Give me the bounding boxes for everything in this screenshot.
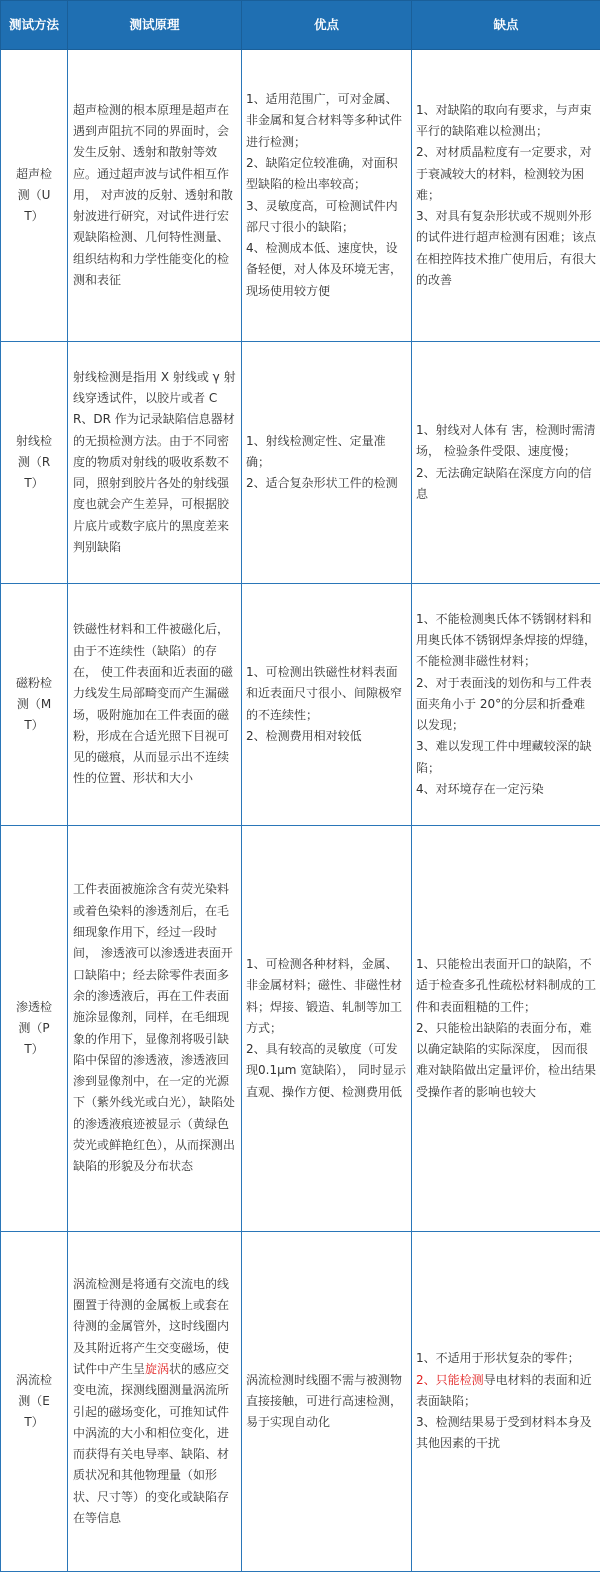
list-item: 1、只能检出表面开口的缺陷，不适于检查多孔性疏松材料制成的工件和表面粗糙的工件； [416, 956, 597, 1014]
principle-cell: 铁磁性材料和工件被磁化后， 由于不连续性（缺陷）的存在， 使工件表面和近表面的磁力线发生局部畸变而产生漏磁场，吸附施加在工件表面的磁粉，形成在合适光照下目视可见的磁痕，从而显示出不连续性的位置、形状和大小 [68, 584, 242, 826]
list-item: 2、适合复杂形状工件的检测 [246, 476, 398, 491]
list-item: 1、对缺陷的取向有要求，与声束平行的缺陷难以检测出； [416, 102, 592, 138]
method-cell: 渗透检测（PT） [1, 826, 68, 1232]
list-item: 1、不能检测奥氏体不锈钢材料和用奥氏体不锈钢焊条焊接的焊缝，不能检测非磁性材料； [416, 611, 597, 669]
list-item: 2、只能检出缺陷的表面分布，难以确定缺陷的实际深度， 因而很难对缺陷做出定量评价，检出结果受操作者的影响也较大 [416, 1020, 597, 1099]
pros-cell [242, 50, 412, 342]
header-pros: 优点 [242, 1, 412, 50]
pros-cell [242, 342, 412, 584]
table-row [1, 50, 600, 342]
header-row [1, 1, 600, 50]
list-item: 1、射线检测定性、定量准确； [246, 433, 386, 469]
header-cons: 缺点 [412, 1, 600, 50]
list-item: 2、缺陷定位较准确，对面积型缺陷的检出率较高； [246, 155, 398, 192]
principle-cell [68, 1232, 242, 1572]
method-cell: 涡流检测（ET） [1, 1232, 68, 1572]
principle-cell: 射线检测是指用 X 射线或 γ 射线穿透试件，以胶片或者 CR、DR 作为记录缺陷信息器材的无损检测方法。由于不同密度的物质对射线的吸收系数不同，照射到胶片各处的射线强度也就会产生差异，可根据胶片底片或数字底片的黑度差来判别缺陷 [68, 342, 242, 584]
principle-cell: 工件表面被施涂含有荧光染料或着色染料的渗透剂后，在毛细现象作用下，经过一段时间， 渗透液可以渗透进表面开口缺陷中；经去除零件表面多余的渗透液后，再在工件表面施涂显像剂，同样，在毛细现象的作用下，显像剂将吸引缺陷中保留的渗透液，渗透液回渗到显像剂中，在一定的光源下（紫外线光或白光），缺陷处的渗透液痕迹被显示（黄绿色荧光或鲜艳红色），从而探测出缺陷的形貌及分布状态 [68, 826, 242, 1232]
header-method: 测试方法 [1, 1, 68, 50]
highlight-text: 2、只能检测 [416, 1372, 484, 1387]
cons-cell [412, 50, 600, 342]
list-item: 3、灵敏度高，可检测试件内部尺寸很小的缺陷； [246, 198, 398, 234]
pros-cell [242, 584, 412, 826]
table-row [1, 342, 600, 584]
list-item: 1、射线对人体有 害，检测时需清场， 检验条件受限、速度慢； [416, 422, 596, 459]
list-item: 1、不适用于形状复杂的零件； [416, 1351, 580, 1366]
principle-text: 状的感应交变电流，探测线圈测量涡流所引起的磁场变化，可推知试件中涡流的大小和相位变化，进而获得有关电导率、缺陷、材质状况和其他物理量（如形状、尺寸等）的变化或缺陷存在等信息 [73, 1361, 230, 1525]
list-item: 2、对于表面浅的划伤和与工件表面夹角小于 20°的分层和折叠难以发现； [416, 675, 592, 733]
list-item: 3、对具有复杂形状或不规则外形的试件进行超声检测有困难；该点在相控阵技术推广使用后，有很大的改善 [416, 209, 597, 288]
list-item: 1、可检测出铁磁性材料表面和近表面尺寸很小、间隙极窄的不连续性； [246, 664, 403, 722]
list-item: 4、对环境存在一定污染 [416, 782, 544, 797]
table-row [1, 584, 600, 826]
table-row [1, 1232, 600, 1572]
list-item: 3、检测结果易于受到材料本身及其他因素的干扰 [416, 1415, 592, 1451]
list-item-text: 导电材料的表面和近表面缺陷； [416, 1372, 592, 1408]
table-row [1, 826, 600, 1232]
method-cell: 射线检测（RT） [1, 342, 68, 584]
list-item: 3、难以发现工件中埋藏较深的缺陷； [416, 739, 592, 775]
method-cell: 磁粉检测（MT） [1, 584, 68, 826]
principle-text: 涡流检测是将通有交流电的线圈置于待测的金属板上或套在待测的金属管外，这时线圈内及其附近将产生交变磁场，使试件中产生呈 [73, 1276, 230, 1376]
principle-cell: 超声检测的根本原理是超声在遇到声阻抗不同的界面时，会发生反射、透射和散射等效应。通过超声波与试件相互作用， 对声波的反射、透射和散射波进行研究，对试件进行宏观缺陷检测、几何特性测量、组织结构和力学性能变化的检测和表征 [68, 50, 242, 342]
header-principle: 测试原理 [68, 1, 242, 50]
list-item: 2、检测费用相对较低 [246, 728, 362, 743]
list-item [416, 1370, 596, 1413]
pros-cell [242, 1232, 412, 1572]
list-item: 2、对材质晶粒度有一定要求，对于衰减较大的材料，检测较为困难； [416, 145, 592, 202]
cons-cell [412, 1232, 600, 1572]
list-item: 2、具有较高的灵敏度（可发现0.1μm 宽缺陷）， 同时显示直观、操作方便、检测费用低 [246, 1042, 407, 1099]
list-item: 1、适用范围广，可对金属、非金属和复合材料等多种试件进行检测； [246, 92, 403, 149]
cons-cell [412, 826, 600, 1232]
list-item: 2、无法确定缺陷在深度方向的信息 [416, 465, 592, 501]
cons-cell [412, 584, 600, 826]
method-cell: 超声检测（UT） [1, 50, 68, 342]
pros-cell [242, 826, 412, 1232]
list-item: 涡流检测时线圈不需与被测物直接接触，可进行高速检测，易于实现自动化 [246, 1372, 403, 1430]
list-item: 4、检测成本低、速度快，设备轻便，对人体及环境无害，现场使用较方便 [246, 241, 403, 298]
cons-cell [412, 342, 600, 584]
list-item: 1、可检测各种材料，金属、非金属材料；磁性、非磁性材料；焊接、锻造、轧制等加工方式； [246, 956, 403, 1035]
highlight-text: 旋涡 [145, 1361, 170, 1376]
